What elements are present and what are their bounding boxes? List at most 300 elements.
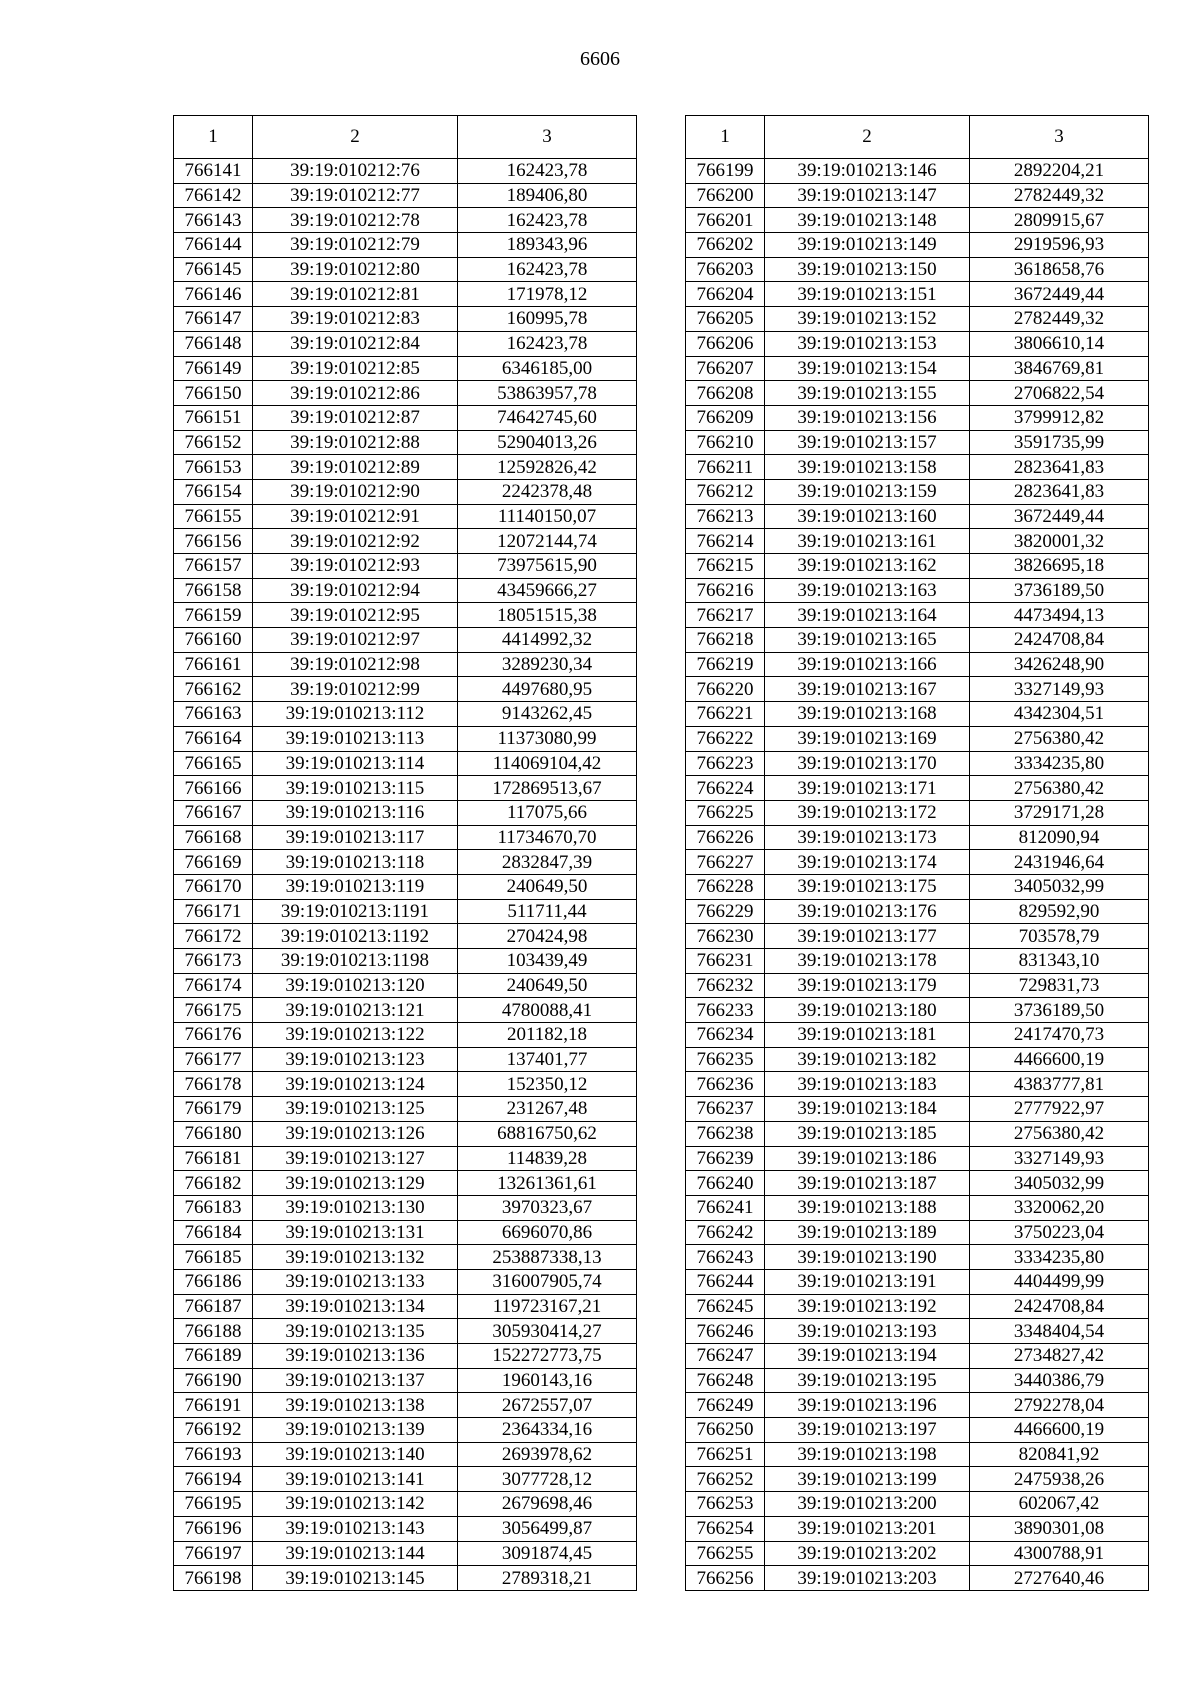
cell-value: 1960143,16: [458, 1368, 637, 1393]
table-row: [174, 949, 637, 974]
table-row: [686, 1047, 1149, 1072]
cell-number: 766212: [686, 479, 765, 504]
cell-number: 766176: [174, 1023, 253, 1048]
cell-value: 2823641,83: [970, 479, 1149, 504]
cell-value: 3334235,80: [970, 751, 1149, 776]
table-row: [174, 1393, 637, 1418]
column-header-cadastral-id: 2: [253, 116, 458, 159]
cell-number: 766168: [174, 825, 253, 850]
cell-cadastral-id: 39:19:010212:99: [253, 677, 458, 702]
cell-number: 766224: [686, 776, 765, 801]
cell-number: 766184: [174, 1220, 253, 1245]
cell-value: 4414992,32: [458, 628, 637, 653]
table-row: [686, 1269, 1149, 1294]
cell-value: 3077728,12: [458, 1467, 637, 1492]
column-header-number: 1: [174, 116, 253, 159]
cell-number: 766189: [174, 1344, 253, 1369]
cell-cadastral-id: 39:19:010212:79: [253, 233, 458, 258]
cell-number: 766222: [686, 726, 765, 751]
cell-number: 766236: [686, 1072, 765, 1097]
cell-value: 2789318,21: [458, 1566, 637, 1591]
cell-cadastral-id: 39:19:010213:115: [253, 776, 458, 801]
table-row: [686, 1220, 1149, 1245]
cell-number: 766152: [174, 430, 253, 455]
cell-cadastral-id: 39:19:010213:129: [253, 1171, 458, 1196]
table-row: [174, 800, 637, 825]
table-row: [686, 1368, 1149, 1393]
cell-value: 3405032,99: [970, 1171, 1149, 1196]
table-row: [174, 356, 637, 381]
table-row: [686, 479, 1149, 504]
table-row: [686, 307, 1149, 332]
cell-value: 3327149,93: [970, 677, 1149, 702]
table-row: [174, 257, 637, 282]
cell-number: 766163: [174, 702, 253, 727]
cell-value: 3672449,44: [970, 504, 1149, 529]
cell-cadastral-id: 39:19:010213:172: [765, 800, 970, 825]
cell-number: 766217: [686, 603, 765, 628]
cell-cadastral-id: 39:19:010213:188: [765, 1195, 970, 1220]
cell-number: 766199: [686, 159, 765, 184]
cell-cadastral-id: 39:19:010213:125: [253, 1097, 458, 1122]
cell-value: 9143262,45: [458, 702, 637, 727]
cell-cadastral-id: 39:19:010213:1191: [253, 899, 458, 924]
cell-cadastral-id: 39:19:010213:200: [765, 1492, 970, 1517]
cell-number: 766220: [686, 677, 765, 702]
cell-cadastral-id: 39:19:010212:81: [253, 282, 458, 307]
cell-cadastral-id: 39:19:010213:119: [253, 874, 458, 899]
cell-number: 766179: [174, 1097, 253, 1122]
cell-value: 2892204,21: [970, 159, 1149, 184]
cell-cadastral-id: 39:19:010213:147: [765, 183, 970, 208]
cell-number: 766218: [686, 628, 765, 653]
cell-number: 766161: [174, 652, 253, 677]
cell-number: 766201: [686, 208, 765, 233]
cell-value: 11734670,70: [458, 825, 637, 850]
table-row: [686, 1393, 1149, 1418]
table-row: [686, 504, 1149, 529]
cell-value: 2809915,67: [970, 208, 1149, 233]
table-row: [174, 1072, 637, 1097]
table-row: [686, 455, 1149, 480]
cell-cadastral-id: 39:19:010213:182: [765, 1047, 970, 1072]
cell-value: 812090,94: [970, 825, 1149, 850]
cell-number: 766214: [686, 529, 765, 554]
cell-cadastral-id: 39:19:010212:89: [253, 455, 458, 480]
table-row: [174, 899, 637, 924]
cell-number: 766146: [174, 282, 253, 307]
cell-cadastral-id: 39:19:010212:90: [253, 479, 458, 504]
table-row: [686, 1146, 1149, 1171]
cell-number: 766249: [686, 1393, 765, 1418]
cell-cadastral-id: 39:19:010213:153: [765, 331, 970, 356]
cell-value: 3091874,45: [458, 1541, 637, 1566]
cell-cadastral-id: 39:19:010213:192: [765, 1294, 970, 1319]
cell-value: 2756380,42: [970, 776, 1149, 801]
cell-cadastral-id: 39:19:010213:164: [765, 603, 970, 628]
table-row: [686, 381, 1149, 406]
cell-cadastral-id: 39:19:010213:159: [765, 479, 970, 504]
cell-cadastral-id: 39:19:010213:142: [253, 1492, 458, 1517]
cell-number: 766223: [686, 751, 765, 776]
cell-value: 4466600,19: [970, 1418, 1149, 1443]
cell-cadastral-id: 39:19:010213:141: [253, 1467, 458, 1492]
cell-number: 766216: [686, 578, 765, 603]
table-row: [174, 1047, 637, 1072]
cell-value: 4404499,99: [970, 1269, 1149, 1294]
cell-cadastral-id: 39:19:010213:157: [765, 430, 970, 455]
cell-number: 766228: [686, 874, 765, 899]
cell-value: 6696070,86: [458, 1220, 637, 1245]
table-row: [686, 998, 1149, 1023]
table-row: [174, 578, 637, 603]
cell-cadastral-id: 39:19:010213:196: [765, 1393, 970, 1418]
table-row: [686, 776, 1149, 801]
table-row: [686, 677, 1149, 702]
cell-value: 3618658,76: [970, 257, 1149, 282]
cell-value: 2823641,83: [970, 455, 1149, 480]
cell-cadastral-id: 39:19:010213:161: [765, 529, 970, 554]
cell-value: 3289230,34: [458, 652, 637, 677]
cell-value: 2832847,39: [458, 850, 637, 875]
cell-number: 766153: [174, 455, 253, 480]
table-row: [686, 1195, 1149, 1220]
cell-cadastral-id: 39:19:010212:86: [253, 381, 458, 406]
cell-cadastral-id: 39:19:010212:80: [253, 257, 458, 282]
cell-value: 3440386,79: [970, 1368, 1149, 1393]
table-row: [174, 1319, 637, 1344]
cell-cadastral-id: 39:19:010213:120: [253, 973, 458, 998]
cell-number: 766243: [686, 1245, 765, 1270]
table-row: [174, 1023, 637, 1048]
cell-value: 2734827,42: [970, 1344, 1149, 1369]
cell-value: 316007905,74: [458, 1269, 637, 1294]
cell-number: 766165: [174, 751, 253, 776]
table-row: [686, 1245, 1149, 1270]
cell-cadastral-id: 39:19:010212:94: [253, 578, 458, 603]
cell-value: 4342304,51: [970, 702, 1149, 727]
cell-cadastral-id: 39:19:010213:112: [253, 702, 458, 727]
cell-cadastral-id: 39:19:010212:87: [253, 405, 458, 430]
cell-value: 2782449,32: [970, 307, 1149, 332]
table-row: [174, 159, 637, 184]
cell-cadastral-id: 39:19:010213:143: [253, 1516, 458, 1541]
table-row: [174, 1516, 637, 1541]
table-row: [174, 183, 637, 208]
cell-cadastral-id: 39:19:010212:91: [253, 504, 458, 529]
cell-cadastral-id: 39:19:010213:202: [765, 1541, 970, 1566]
table-row: [174, 1171, 637, 1196]
table-row: [174, 1566, 637, 1591]
cell-value: 162423,78: [458, 208, 637, 233]
table-row: [174, 924, 637, 949]
cell-value: 3056499,87: [458, 1516, 637, 1541]
table-row: [174, 998, 637, 1023]
table-row: [686, 1121, 1149, 1146]
table-row: [686, 430, 1149, 455]
cell-value: 3405032,99: [970, 874, 1149, 899]
table-row: [174, 652, 637, 677]
cell-number: 766234: [686, 1023, 765, 1048]
cell-number: 766198: [174, 1566, 253, 1591]
table-row: [174, 282, 637, 307]
table-row: [174, 1442, 637, 1467]
page-number: 6606: [580, 48, 620, 70]
cell-number: 766195: [174, 1492, 253, 1517]
table-row: [174, 1121, 637, 1146]
cell-number: 766244: [686, 1269, 765, 1294]
cell-number: 766231: [686, 949, 765, 974]
cell-cadastral-id: 39:19:010213:193: [765, 1319, 970, 1344]
cell-value: 270424,98: [458, 924, 637, 949]
cell-number: 766162: [174, 677, 253, 702]
cell-value: 189406,80: [458, 183, 637, 208]
table-header-row: [174, 116, 637, 159]
cell-number: 766185: [174, 1245, 253, 1270]
table-row: [686, 282, 1149, 307]
cadastral-table-left: [173, 115, 637, 1591]
cell-cadastral-id: 39:19:010213:163: [765, 578, 970, 603]
table-row: [686, 1492, 1149, 1517]
table-row: [686, 1023, 1149, 1048]
cell-value: 2782449,32: [970, 183, 1149, 208]
cell-cadastral-id: 39:19:010213:174: [765, 850, 970, 875]
table-row: [174, 702, 637, 727]
cell-cadastral-id: 39:19:010213:160: [765, 504, 970, 529]
table-row: [686, 183, 1149, 208]
cell-number: 766237: [686, 1097, 765, 1122]
cell-value: 602067,42: [970, 1492, 1149, 1517]
cell-number: 766255: [686, 1541, 765, 1566]
cell-cadastral-id: 39:19:010213:184: [765, 1097, 970, 1122]
cell-value: 12592826,42: [458, 455, 637, 480]
cell-value: 2417470,73: [970, 1023, 1149, 1048]
table-row: [686, 208, 1149, 233]
cell-value: 13261361,61: [458, 1171, 637, 1196]
table-row: [174, 973, 637, 998]
cell-value: 3736189,50: [970, 578, 1149, 603]
cell-value: 2679698,46: [458, 1492, 637, 1517]
cell-number: 766180: [174, 1121, 253, 1146]
cell-value: 829592,90: [970, 899, 1149, 924]
cell-value: 74642745,60: [458, 405, 637, 430]
cell-cadastral-id: 39:19:010213:203: [765, 1566, 970, 1591]
table-row: [686, 1097, 1149, 1122]
table-row: [686, 603, 1149, 628]
table-row: [174, 825, 637, 850]
cell-value: 3890301,08: [970, 1516, 1149, 1541]
table-row: [686, 1516, 1149, 1541]
table-row: [686, 924, 1149, 949]
cell-value: 4300788,91: [970, 1541, 1149, 1566]
cell-cadastral-id: 39:19:010213:198: [765, 1442, 970, 1467]
cell-cadastral-id: 39:19:010213:1198: [253, 949, 458, 974]
cell-cadastral-id: 39:19:010212:93: [253, 554, 458, 579]
cell-cadastral-id: 39:19:010213:186: [765, 1146, 970, 1171]
cell-number: 766148: [174, 331, 253, 356]
cell-number: 766250: [686, 1418, 765, 1443]
cell-cadastral-id: 39:19:010213:201: [765, 1516, 970, 1541]
cell-cadastral-id: 39:19:010213:165: [765, 628, 970, 653]
cell-cadastral-id: 39:19:010213:169: [765, 726, 970, 751]
cell-cadastral-id: 39:19:010212:76: [253, 159, 458, 184]
cell-value: 2756380,42: [970, 1121, 1149, 1146]
table-row: [174, 455, 637, 480]
cell-cadastral-id: 39:19:010213:144: [253, 1541, 458, 1566]
cell-number: 766221: [686, 702, 765, 727]
table-row: [686, 800, 1149, 825]
cell-value: 2756380,42: [970, 726, 1149, 751]
table-row: [174, 874, 637, 899]
cell-number: 766211: [686, 455, 765, 480]
cell-cadastral-id: 39:19:010213:145: [253, 1566, 458, 1591]
cell-cadastral-id: 39:19:010213:175: [765, 874, 970, 899]
cell-value: 2693978,62: [458, 1442, 637, 1467]
cell-cadastral-id: 39:19:010213:133: [253, 1269, 458, 1294]
table-row: [174, 1541, 637, 1566]
cell-cadastral-id: 39:19:010213:122: [253, 1023, 458, 1048]
cell-cadastral-id: 39:19:010213:138: [253, 1393, 458, 1418]
cell-number: 766167: [174, 800, 253, 825]
cell-cadastral-id: 39:19:010212:97: [253, 628, 458, 653]
cell-number: 766219: [686, 652, 765, 677]
cell-number: 766248: [686, 1368, 765, 1393]
cell-cadastral-id: 39:19:010213:113: [253, 726, 458, 751]
cell-value: 6346185,00: [458, 356, 637, 381]
cell-value: 189343,96: [458, 233, 637, 258]
table-row: [686, 1467, 1149, 1492]
cell-value: 3846769,81: [970, 356, 1149, 381]
cell-number: 766197: [174, 1541, 253, 1566]
cell-number: 766252: [686, 1467, 765, 1492]
cell-number: 766246: [686, 1319, 765, 1344]
table-row: [174, 1492, 637, 1517]
cell-value: 3729171,28: [970, 800, 1149, 825]
cell-value: 2777922,97: [970, 1097, 1149, 1122]
cell-number: 766247: [686, 1344, 765, 1369]
table-row: [174, 1269, 637, 1294]
cell-value: 4780088,41: [458, 998, 637, 1023]
table-row: [686, 578, 1149, 603]
cell-value: 3348404,54: [970, 1319, 1149, 1344]
cell-value: 511711,44: [458, 899, 637, 924]
table-row: [174, 677, 637, 702]
cell-value: 2424708,84: [970, 628, 1149, 653]
table-row: [174, 405, 637, 430]
column-header-value: 3: [458, 116, 637, 159]
cell-number: 766157: [174, 554, 253, 579]
cell-cadastral-id: 39:19:010213:189: [765, 1220, 970, 1245]
cell-cadastral-id: 39:19:010213:156: [765, 405, 970, 430]
table-row: [174, 479, 637, 504]
cell-cadastral-id: 39:19:010213:134: [253, 1294, 458, 1319]
cell-cadastral-id: 39:19:010213:173: [765, 825, 970, 850]
cell-cadastral-id: 39:19:010212:98: [253, 652, 458, 677]
cell-number: 766209: [686, 405, 765, 430]
cell-value: 160995,78: [458, 307, 637, 332]
cell-number: 766204: [686, 282, 765, 307]
cell-number: 766145: [174, 257, 253, 282]
table-row: [686, 529, 1149, 554]
cell-cadastral-id: 39:19:010213:168: [765, 702, 970, 727]
cell-cadastral-id: 39:19:010213:151: [765, 282, 970, 307]
cell-number: 766194: [174, 1467, 253, 1492]
cell-cadastral-id: 39:19:010213:114: [253, 751, 458, 776]
cell-number: 766181: [174, 1146, 253, 1171]
cell-value: 240649,50: [458, 874, 637, 899]
cell-number: 766192: [174, 1418, 253, 1443]
cell-number: 766147: [174, 307, 253, 332]
table-row: [686, 825, 1149, 850]
cell-value: 3591735,99: [970, 430, 1149, 455]
table-row: [174, 1245, 637, 1270]
table-row: [686, 973, 1149, 998]
cell-number: 766154: [174, 479, 253, 504]
cell-value: 2364334,16: [458, 1418, 637, 1443]
cell-cadastral-id: 39:19:010213:176: [765, 899, 970, 924]
cell-cadastral-id: 39:19:010213:155: [765, 381, 970, 406]
cell-number: 766150: [174, 381, 253, 406]
table-row: [174, 603, 637, 628]
cell-value: 2706822,54: [970, 381, 1149, 406]
cell-number: 766196: [174, 1516, 253, 1541]
cell-number: 766171: [174, 899, 253, 924]
table-row: [174, 726, 637, 751]
cell-value: 2792278,04: [970, 1393, 1149, 1418]
cell-cadastral-id: 39:19:010213:179: [765, 973, 970, 998]
cell-cadastral-id: 39:19:010213:140: [253, 1442, 458, 1467]
cell-number: 766191: [174, 1393, 253, 1418]
table-body: [686, 159, 1149, 1591]
cell-value: 18051515,38: [458, 603, 637, 628]
table-row: [686, 874, 1149, 899]
cell-number: 766256: [686, 1566, 765, 1591]
cell-value: 137401,77: [458, 1047, 637, 1072]
cell-cadastral-id: 39:19:010213:167: [765, 677, 970, 702]
cell-number: 766175: [174, 998, 253, 1023]
cell-cadastral-id: 39:19:010213:180: [765, 998, 970, 1023]
table-row: [174, 331, 637, 356]
cell-number: 766254: [686, 1516, 765, 1541]
cell-number: 766215: [686, 554, 765, 579]
cell-value: 152272773,75: [458, 1344, 637, 1369]
table-row: [686, 652, 1149, 677]
table-row: [686, 554, 1149, 579]
cell-cadastral-id: 39:19:010213:127: [253, 1146, 458, 1171]
table-row: [174, 208, 637, 233]
column-header-number: 1: [686, 116, 765, 159]
cell-value: 2475938,26: [970, 1467, 1149, 1492]
cell-cadastral-id: 39:19:010213:171: [765, 776, 970, 801]
cell-cadastral-id: 39:19:010213:139: [253, 1418, 458, 1443]
table-row: [686, 331, 1149, 356]
cell-cadastral-id: 39:19:010213:123: [253, 1047, 458, 1072]
cell-number: 766159: [174, 603, 253, 628]
cell-value: 117075,66: [458, 800, 637, 825]
table-row: [686, 628, 1149, 653]
cell-number: 766170: [174, 874, 253, 899]
cell-cadastral-id: 39:19:010213:117: [253, 825, 458, 850]
cell-value: 3806610,14: [970, 331, 1149, 356]
cell-number: 766142: [174, 183, 253, 208]
cell-cadastral-id: 39:19:010213:131: [253, 1220, 458, 1245]
table-row: [174, 430, 637, 455]
cell-number: 766177: [174, 1047, 253, 1072]
cell-number: 766241: [686, 1195, 765, 1220]
cell-number: 766213: [686, 504, 765, 529]
cell-number: 766238: [686, 1121, 765, 1146]
cell-value: 3426248,90: [970, 652, 1149, 677]
